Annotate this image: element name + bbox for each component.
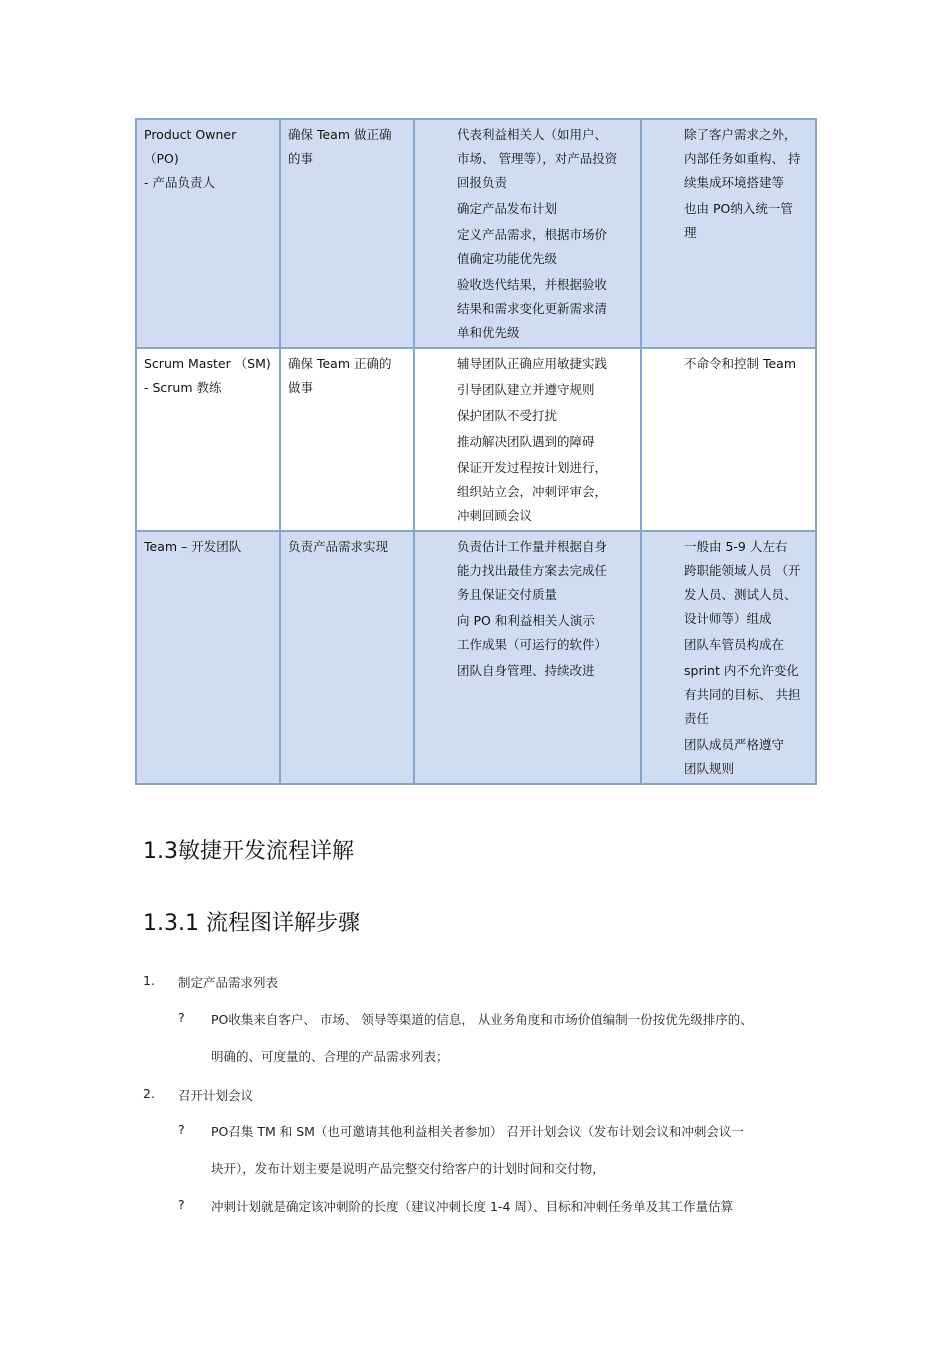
bullet-text-line: 块开），发布计划主要是说明产品完整交付给客户的计划时间和交付物， — [211, 1161, 605, 1176]
cell-text-line: 续集成环境搭建等 — [684, 175, 785, 190]
duty-paragraph — [457, 378, 620, 402]
cell-text-line: 市场、 管理等），对产品投资 — [457, 151, 618, 166]
cell-text-line: 跨职能领域人员 （开 — [684, 563, 801, 578]
role-cell — [136, 348, 280, 531]
duty-paragraph — [457, 197, 620, 221]
note-paragraph — [684, 633, 809, 657]
cell-text-line: 一般由 5-9 人左右 — [684, 539, 788, 554]
notes-cell — [641, 348, 816, 531]
cell-text-line: 验收迭代结果，并根据验收 — [457, 277, 608, 292]
cell-text-line: 负责产品需求实现 — [288, 539, 389, 554]
note-paragraph — [684, 197, 809, 245]
cell-text-line: 不命令和控制 Team — [684, 356, 797, 371]
list-number-1: 1. — [143, 973, 155, 988]
cell-text-line: 理 — [684, 225, 697, 240]
bullet-text-line: PO收集来自客户、 市场、 领导等渠道的信息， 从业务角度和市场价值编制一份按优先级排序的、 — [211, 1012, 753, 1027]
duty-paragraph — [457, 223, 620, 271]
goal-cell — [280, 531, 414, 784]
cell-text-line: 单和优先级 — [457, 325, 520, 340]
duty-paragraph — [457, 535, 620, 607]
bullet-icon: ? — [178, 1197, 185, 1212]
table-row — [136, 531, 816, 784]
cell-text-line: sprint 内不允许变化 — [684, 663, 799, 678]
cell-text-line: 保证开发过程按计划进行， — [457, 460, 608, 475]
cell-text-line: 负责估计工作量并根据自身 — [457, 539, 608, 554]
cell-text-line: 团队自身管理、持续改进 — [457, 663, 595, 678]
cell-text-line: 工作成果（可运行的软件） — [457, 637, 608, 652]
cell-text-line: 确保 Team 做正确 — [288, 127, 392, 142]
cell-text-line: - 产品负责人 — [144, 175, 215, 190]
cell-text-line: 设计师等）组成 — [684, 611, 772, 626]
cell-text-line: 团队规则 — [684, 761, 735, 776]
cell-text-line: 保护团队不受打扰 — [457, 408, 558, 423]
duty-paragraph — [457, 659, 620, 683]
notes-cell — [641, 531, 816, 784]
cell-text-line: 结果和需求变化更新需求清 — [457, 301, 608, 316]
cell-text-line: Product Owner （PO) — [144, 127, 237, 166]
cell-text-line: 辅导团队正确应用敏捷实践 — [457, 356, 608, 371]
goal-cell — [280, 119, 414, 348]
duty-paragraph — [457, 404, 620, 428]
bullet-text-line: PO召集 TM 和 SM（也可邀请其他利益相关者参加） 召开计划会议（发布计划会议和冲刺会议一 — [211, 1124, 744, 1139]
table-row — [136, 119, 816, 348]
cell-text-line: 确定产品发布计划 — [457, 201, 558, 216]
role-cell — [136, 531, 280, 784]
cell-text-line: 值确定功能优先级 — [457, 251, 558, 266]
duty-paragraph — [457, 430, 620, 454]
bullet-icon: ? — [178, 1010, 185, 1025]
cell-text-line: 能力找出最佳方案去完成任 — [457, 563, 608, 578]
cell-text-line: 组织站立会，冲刺评审会， — [457, 484, 608, 499]
note-paragraph — [684, 352, 809, 376]
role-cell — [136, 119, 280, 348]
cell-text-line: 责任 — [684, 711, 710, 726]
roles-table-body — [136, 119, 816, 784]
cell-text-line: 向 PO 和利益相关人演示 — [457, 613, 595, 628]
notes-cell — [641, 119, 816, 348]
cell-text-line: 除了客户需求之外， — [684, 127, 797, 142]
cell-text-line: Team – 开发团队 — [144, 539, 242, 554]
cell-text-line: 的事 — [288, 151, 314, 166]
cell-text-line: 定义产品需求，根据市场价 — [457, 227, 608, 242]
bullet-text-line: 冲刺计划就是确定该冲刺阶的长度（建议冲刺长度 1-4 周）、目标和冲刺任务单及其工作量估算 — [211, 1199, 734, 1214]
cell-text-line: 有共同的目标、 共担 — [684, 687, 801, 702]
cell-text-line: 引导团队建立并遵守规则 — [457, 382, 595, 397]
cell-text-line: 冲刺回顾会议 — [457, 508, 533, 523]
cell-text-line: 做事 — [288, 380, 314, 395]
note-paragraph — [684, 535, 809, 631]
cell-text-line: - Scrum 教练 — [144, 380, 222, 395]
bullet-text-line: 明确的、可度量的、合理的产品需求列表； — [211, 1049, 449, 1064]
duties-cell — [414, 531, 641, 784]
list-number-2: 2. — [143, 1086, 155, 1101]
duties-cell — [414, 119, 641, 348]
cell-text-line: Scrum Master （SM) — [144, 356, 271, 371]
note-paragraph — [684, 123, 809, 195]
duty-paragraph — [457, 273, 620, 345]
section-heading-1-3: 1.3敏捷开发流程详解 — [143, 839, 354, 864]
duties-cell — [414, 348, 641, 531]
goal-cell — [280, 348, 414, 531]
list-title-1: 制定产品需求列表 — [178, 975, 279, 990]
list-title-2: 召开计划会议 — [178, 1088, 254, 1103]
cell-text-line: 回报负责 — [457, 175, 508, 190]
table-row — [136, 348, 816, 531]
cell-text-line: 发人员、测试人员、 — [684, 587, 797, 602]
duty-paragraph — [457, 609, 620, 657]
cell-text-line: 务且保证交付质量 — [457, 587, 558, 602]
cell-text-line: 团队成员严格遵守 — [684, 737, 785, 752]
note-paragraph — [684, 659, 809, 731]
duty-paragraph — [457, 456, 620, 528]
cell-text-line: 内部任务如重构、 持 — [684, 151, 801, 166]
duty-paragraph — [457, 352, 620, 376]
duty-paragraph — [457, 123, 620, 195]
roles-table — [135, 118, 817, 785]
cell-text-line: 也由 PO纳入统一管 — [684, 201, 793, 216]
cell-text-line: 代表利益相关人（如用户、 — [457, 127, 608, 142]
cell-text-line: 推动解决团队遇到的障碍 — [457, 434, 595, 449]
cell-text-line: 确保 Team 正确的 — [288, 356, 392, 371]
cell-text-line: 团队车管员构成在 — [684, 637, 785, 652]
bullet-icon: ? — [178, 1122, 185, 1137]
note-paragraph — [684, 733, 809, 781]
section-heading-1-3-1: 1.3.1 流程图详解步骤 — [143, 911, 360, 936]
